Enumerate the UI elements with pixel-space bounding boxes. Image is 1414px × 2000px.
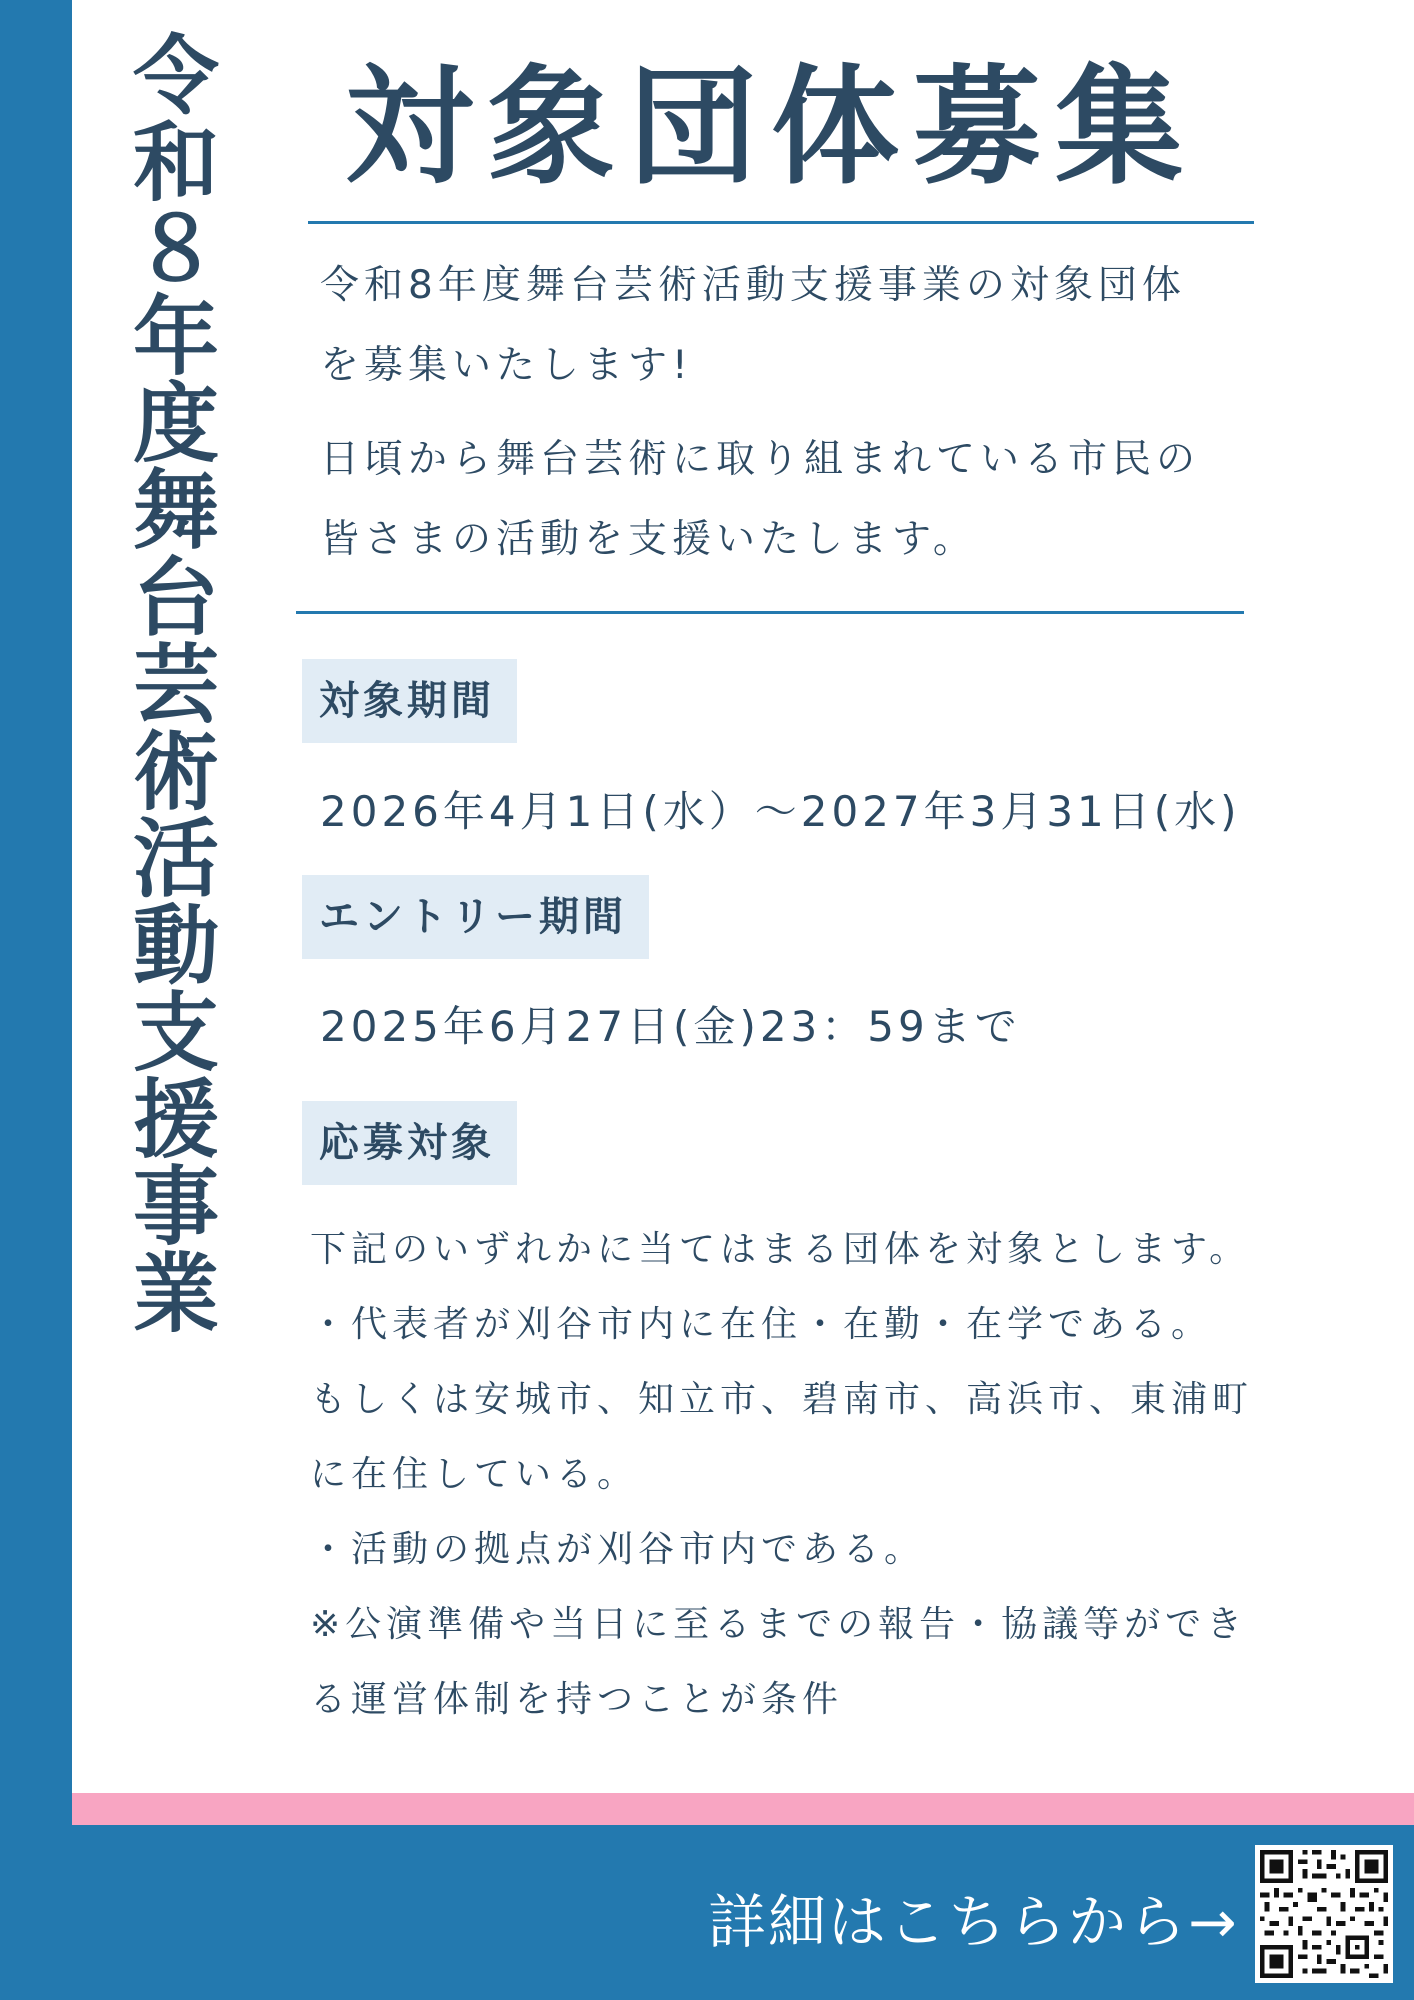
period-label: 対象期間 <box>302 659 517 743</box>
period-value: 2026年4月1日(水）～2027年3月31日(水) <box>320 787 1241 836</box>
eligibility-text <box>310 1212 1330 1737</box>
intro-line: 令和8年度舞台芸術活動支援事業の対象団体 <box>320 263 1186 308</box>
eligibility-line: もしくは安城市、知立市、碧南市、高浜市、東浦町 <box>310 1379 1254 1420</box>
intro-line: を募集いたします! <box>320 343 693 388</box>
eligibility-line: に在住している。 <box>310 1454 639 1495</box>
intro-line: 皆さまの活動を支援いたします。 <box>320 517 977 562</box>
divider-middle <box>296 611 1244 614</box>
eligibility-line: ※公演準備や当日に至るまでの報告・協議等ができ <box>310 1604 1248 1645</box>
eligibility-label: 応募対象 <box>302 1101 517 1185</box>
side-title: 令和８年度舞台芸術活動支援事業 <box>118 30 218 1335</box>
intro-paragraph-1 <box>320 246 1270 406</box>
eligibility-line: 下記のいずれかに当てはまる団体を対象とします。 <box>310 1229 1251 1270</box>
intro-paragraph-2 <box>320 420 1270 580</box>
left-accent-bar <box>0 0 72 2000</box>
divider-top <box>308 221 1254 224</box>
entry-period-value: 2025年6月27日(金)23：59まで <box>320 1002 1021 1051</box>
page-title: 対象団体募集 <box>345 53 1198 202</box>
details-link[interactable]: 詳細はこちらから→ <box>708 1888 1239 1956</box>
eligibility-line: ・代表者が刈谷市内に在住・在勤・在学である。 <box>310 1304 1213 1345</box>
pink-accent-strip <box>72 1793 1414 1825</box>
qr-code-icon[interactable] <box>1255 1845 1393 1983</box>
entry-period-label: エントリー期間 <box>302 875 649 959</box>
eligibility-line: ・活動の拠点が刈谷市内である。 <box>310 1529 926 1570</box>
intro-line: 日頃から舞台芸術に取り組まれている市民の <box>320 437 1201 482</box>
eligibility-line: る運営体制を持つことが条件 <box>310 1679 844 1720</box>
